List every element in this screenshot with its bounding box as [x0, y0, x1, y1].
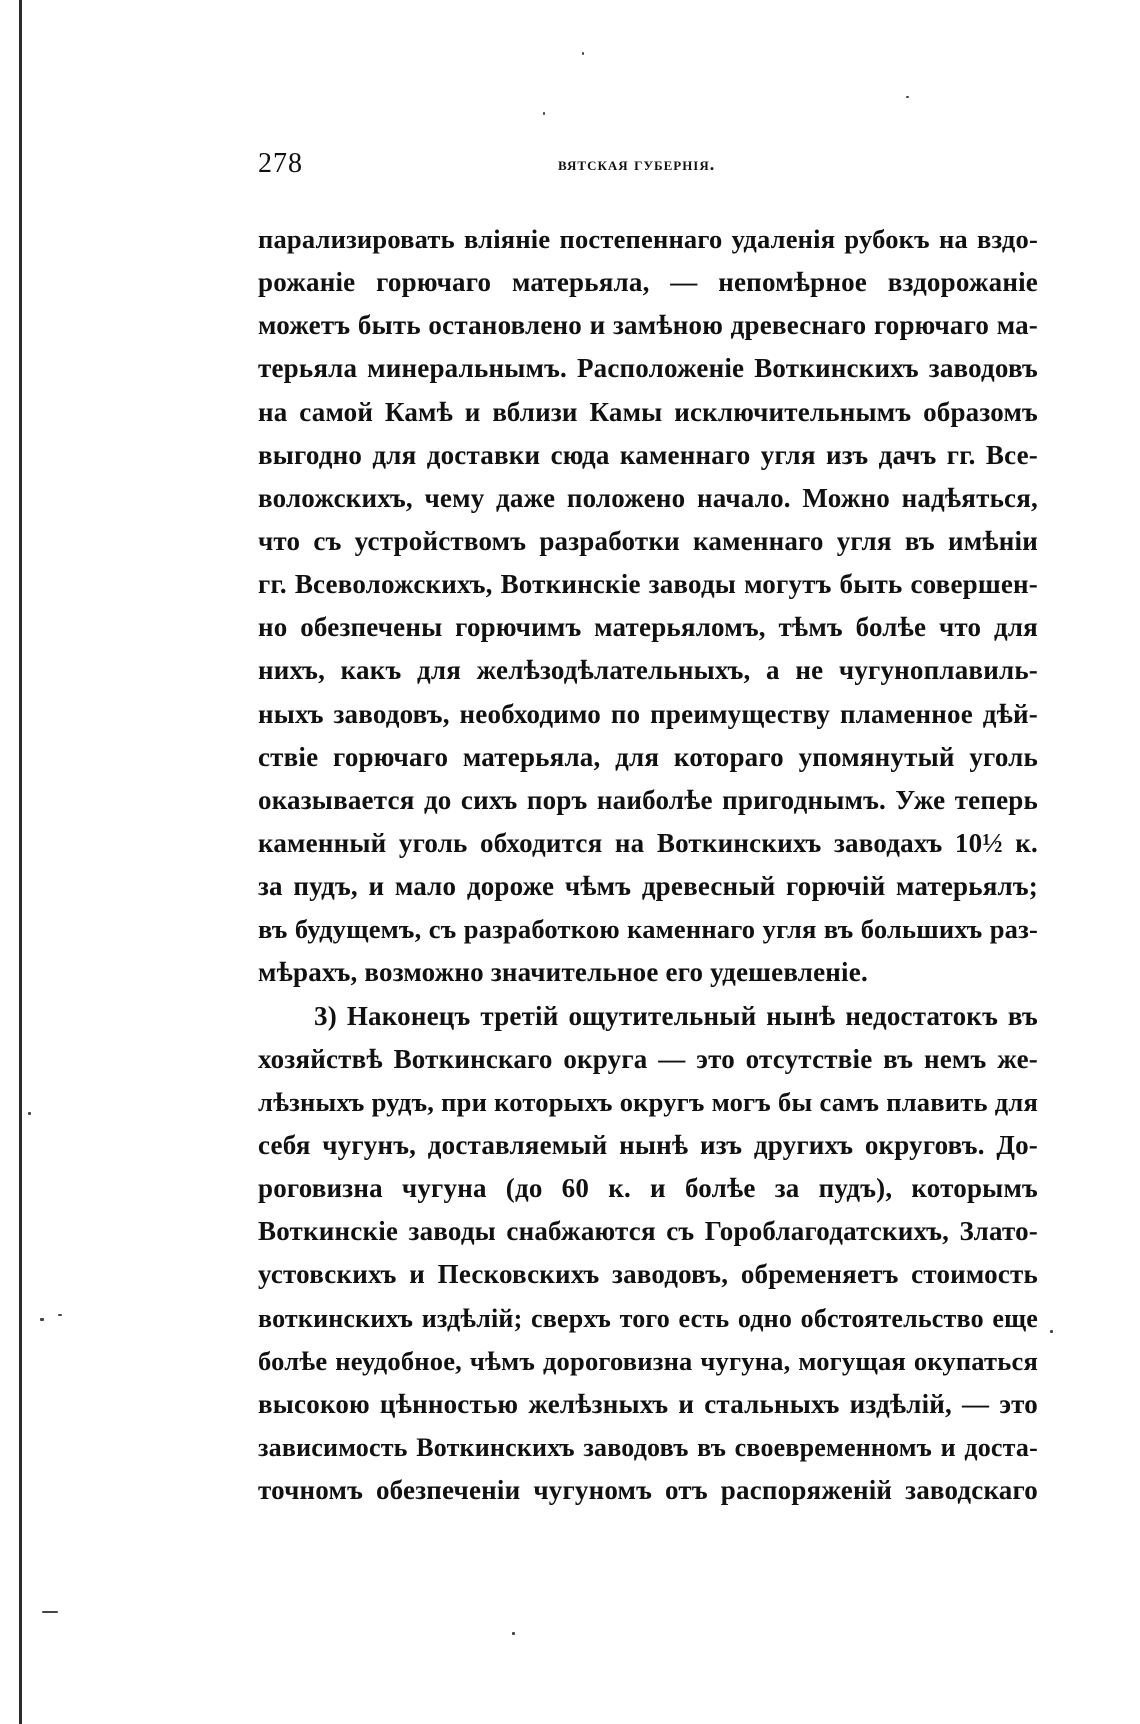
text-line: за пудъ, и мало дороже чѣмъ древесный горючій матерьялъ;: [258, 871, 1038, 902]
text-line: точномъ обезпеченіи чугуномъ отъ распоряженій заводскаго: [258, 1475, 1038, 1506]
text-line: въ будущемъ, съ разработкою каменнаго угля въ большихъ раз-: [258, 914, 1038, 945]
text-line: ствіе горючаго матерьяла, для котораго упомянутый уголь: [258, 741, 1038, 772]
text-line: каменный уголь обходится на Воткинскихъ заводахъ 10½ к.: [258, 827, 1038, 858]
text-line: Воткинскіе заводы снабжаются съ Гороблагодатскихъ, Злато-: [258, 1216, 1038, 1247]
scan-speck: [543, 112, 545, 115]
text-line: что съ устройствомъ разработки каменнаго угля въ имѣніи: [258, 525, 1038, 556]
text-line: на самой Камѣ и вблизи Камы исключительнымъ образомъ: [258, 396, 1038, 427]
text-line: воткинскихъ издѣлій; сверхъ того есть одно обстоятельство еще: [258, 1303, 1038, 1333]
text-line: можетъ быть остановлено и замѣною древеснаго горючаго ма-: [258, 310, 1038, 341]
text-line: высокою цѣнностью желѣзныхъ и стальныхъ издѣлій, — это: [258, 1388, 1038, 1419]
page-number: 278: [258, 148, 303, 179]
text-line: рожаніе горючаго матерьяла, — непомѣрное вздорожаніе: [258, 267, 1038, 298]
text-line: устовскихъ и Песковскихъ заводовъ, обременяетъ стоимость: [258, 1259, 1038, 1290]
page-header: [258, 148, 1038, 188]
scan-speck: [58, 1314, 62, 1316]
text-line: хозяйствѣ Воткинскаго округа — это отсутствіе въ немъ же-: [258, 1043, 1038, 1074]
running-title: вятская губернія.: [558, 154, 716, 174]
text-line: ныхъ заводовъ, необходимо по преимуществу пламенное дѣй-: [258, 698, 1038, 729]
text-line: парализировать вліяніе постепеннаго удаленія рубокъ на вздо-: [258, 224, 1038, 254]
scan-speck: [1050, 1330, 1053, 1333]
text-line: 3) Наконецъ третій ощутительный нынѣ недостатокъ въ: [314, 1000, 1038, 1031]
text-line: но обезпечены горючимъ матерьяломъ, тѣмъ болѣе что для: [258, 612, 1038, 643]
text-line: лѣзныхъ рудъ, при которыхъ округъ могъ бы самъ плавить для: [258, 1086, 1038, 1117]
text-line: гг. Всеволожскихъ, Воткинскіе заводы могутъ быть совершен-: [258, 569, 1038, 600]
text-line: нихъ, какъ для желѣзодѣлательныхъ, а не чугуноплавиль-: [258, 655, 1038, 686]
text-line: выгодно для доставки сюда каменнаго угля изъ дачъ гг. Все-: [258, 439, 1038, 470]
text-line: себя чугунъ, доставляемый нынѣ изъ другихъ округовъ. До-: [258, 1129, 1038, 1160]
text-line: оказывается до сихъ поръ наиболѣе пригоднымъ. Уже теперь: [258, 784, 1038, 815]
text-line: мѣрахъ, возможно значительное его удешевленіе.: [258, 957, 868, 988]
text-line: терьяла минеральнымъ. Расположеніе Воткинскихъ заводовъ: [258, 353, 1038, 384]
text-line: роговизна чугуна (до 60 к. и болѣе за пудъ), которымъ: [258, 1173, 1038, 1204]
scan-speck: [582, 52, 584, 55]
text-line: воложскихъ, чему даже положено начало. Можно надѣяться,: [258, 482, 1038, 513]
scan-speck: [42, 1611, 58, 1613]
page-edge-line: [19, 0, 22, 1724]
scan-speck: [40, 1318, 44, 1321]
text-line: болѣе неудобное, чѣмъ дороговизна чугуна, могущая окупаться: [258, 1345, 1038, 1376]
scan-speck: [512, 1632, 515, 1635]
text-line: зависимость Воткинскихъ заводовъ въ своевременномъ и доста-: [258, 1432, 1038, 1462]
body-text: [258, 218, 1038, 1512]
scan-speck: [28, 1112, 31, 1115]
scan-speck: [906, 96, 909, 98]
